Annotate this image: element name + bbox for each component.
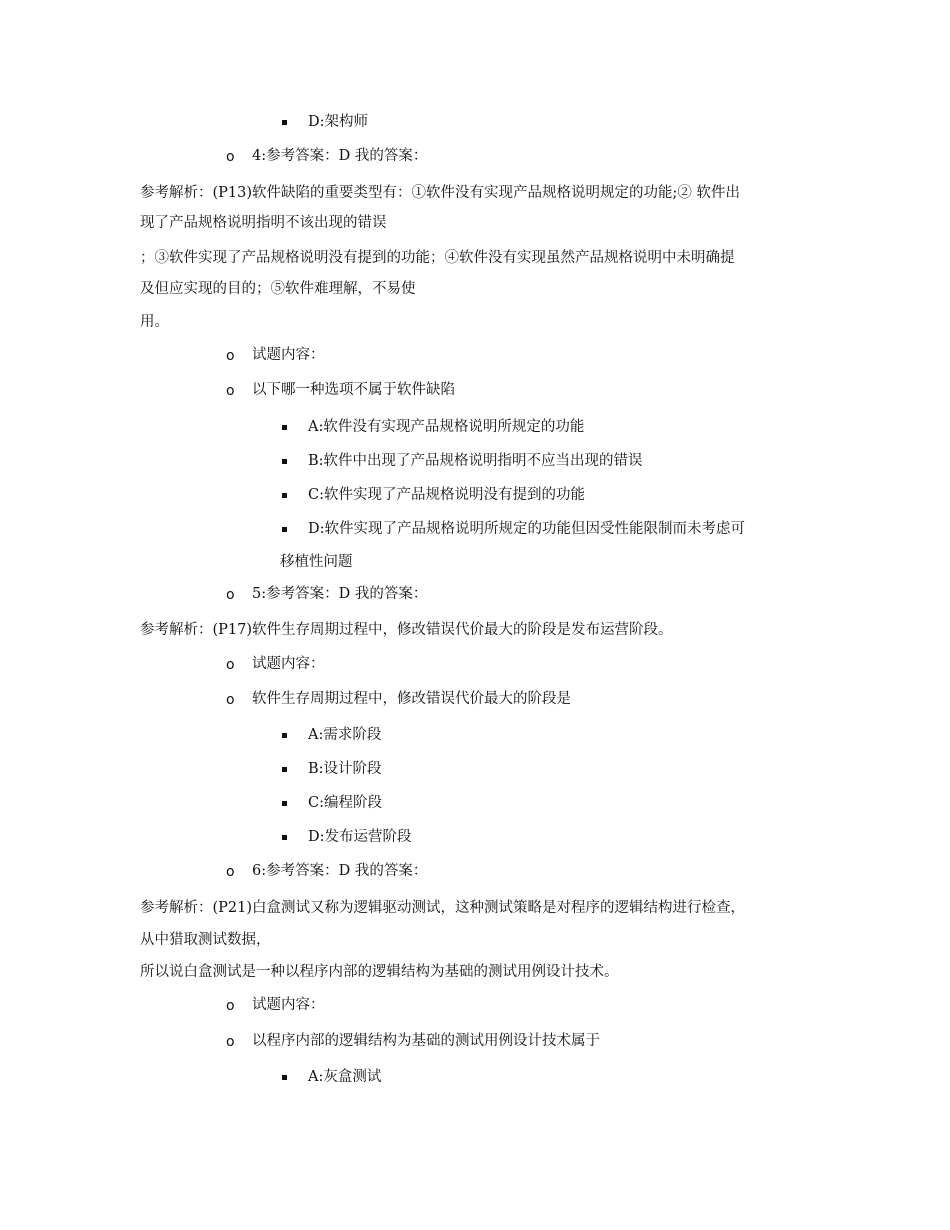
- question-text: 以程序内部的逻辑结构为基础的测试用例设计技术属于: [252, 1033, 600, 1049]
- analysis-6-line-2: 从中猎取测试数据，: [140, 932, 271, 948]
- question-content-label: 试题内容：: [252, 347, 325, 363]
- analysis-6-line-3: 所以说白盒测试是一种以程序内部的逻辑结构为基础的测试用例设计技术。: [140, 964, 619, 980]
- answer-line-5: 5:参考答案：D 我的答案：: [252, 586, 428, 602]
- answer-line-6: 6:参考答案：D 我的答案：: [252, 863, 428, 879]
- option-a: A:需求阶段: [308, 727, 382, 743]
- circle-bullet-icon: o: [226, 587, 235, 603]
- option-c: C:编程阶段: [308, 795, 382, 811]
- question-content-label: 试题内容：: [252, 997, 325, 1013]
- option-b: B:软件中出现了产品规格说明指明不应当出现的错误: [308, 453, 643, 469]
- option-a: A:软件没有实现产品规格说明所规定的功能: [308, 419, 585, 435]
- analysis-4-line-3: ；③软件实现了产品规格说明没有提到的功能；④软件没有实现虽然产品规格说明中未明确提: [140, 250, 735, 266]
- circle-bullet-icon: o: [226, 1034, 235, 1050]
- circle-bullet-icon: o: [226, 998, 235, 1014]
- option-d: D:发布运营阶段: [308, 829, 412, 845]
- square-bullet-icon: [282, 459, 287, 464]
- option-b: B:设计阶段: [308, 761, 382, 777]
- option-c: C:软件实现了产品规格说明没有提到的功能: [308, 487, 585, 503]
- analysis-4-line-2: 现了产品规格说明指明不该出现的错误: [140, 215, 387, 231]
- option-d-continued: 移植性问题: [280, 554, 353, 570]
- circle-bullet-icon: o: [226, 383, 235, 399]
- option-d: D:软件实现了产品规格说明所规定的功能但因受性能限制而未考虑可: [308, 521, 746, 537]
- square-bullet-icon: [282, 1075, 287, 1080]
- question-text: 软件生存周期过程中，修改错误代价最大的阶段是: [252, 691, 571, 707]
- square-bullet-icon: [282, 801, 287, 806]
- option-d-architect: D:架构师: [308, 114, 369, 130]
- analysis-4-line-5: 用。: [140, 314, 169, 330]
- square-bullet-icon: [282, 733, 287, 738]
- analysis-4-line-4: 及但应实现的目的；⑤软件难理解，不易使: [140, 281, 416, 297]
- question-content-label: 试题内容：: [252, 656, 325, 672]
- square-bullet-icon: [282, 835, 287, 840]
- analysis-4-line-1: 参考解析：(P13)软件缺陷的重要类型有：①软件没有实现产品规格说明规定的功能;② 软件出: [140, 185, 741, 201]
- square-bullet-icon: [282, 493, 287, 498]
- square-bullet-icon: [282, 120, 287, 125]
- square-bullet-icon: [282, 527, 287, 532]
- circle-bullet-icon: o: [226, 692, 235, 708]
- question-text: 以下哪一种选项不属于软件缺陷: [252, 382, 455, 398]
- option-a: A:灰盒测试: [308, 1069, 382, 1085]
- circle-bullet-icon: o: [226, 864, 235, 880]
- analysis-5-line-1: 参考解析：(P17)软件生存周期过程中，修改错误代价最大的阶段是发布运营阶段。: [140, 622, 673, 638]
- square-bullet-icon: [282, 767, 287, 772]
- square-bullet-icon: [282, 425, 287, 430]
- circle-bullet-icon: o: [226, 657, 235, 673]
- circle-bullet-icon: o: [226, 348, 235, 364]
- answer-line-4: 4:参考答案：D 我的答案：: [252, 148, 428, 164]
- analysis-6-line-1: 参考解析：(P21)白盒测试又称为逻辑驱动测试，这种测试策略是对程序的逻辑结构进行检查，: [140, 900, 746, 916]
- circle-bullet-icon: o: [226, 149, 235, 165]
